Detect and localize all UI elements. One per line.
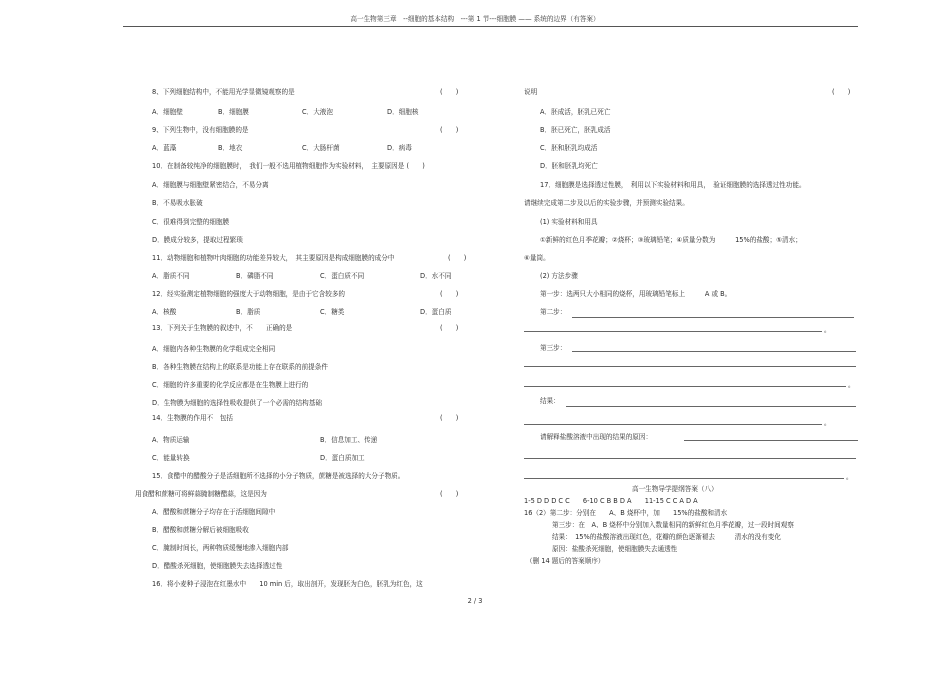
question-16-answer-blank: ( ): [832, 88, 851, 96]
question-13: 13．下列关于生物膜的叙述中，不 正确的是: [152, 324, 293, 332]
question-14: 14．生物膜的作用不 包括: [152, 414, 233, 422]
step-3-answer-line-1[interactable]: [572, 351, 856, 352]
q11-option-c: C．蛋白质不同: [320, 272, 365, 280]
question-14-answer-blank: ( ): [440, 414, 459, 422]
q15-option-c: C．腌制时间长，两种物质缓慢地渗入细胞内部: [152, 544, 289, 552]
question-9: 9、下列生物中，没有细胞膜的是: [152, 126, 249, 134]
question-16: 16．将小麦种子浸泡在红墨水中 10 min 后，取出剖开，发现胚为白色，胚乳为红色，这: [152, 580, 423, 588]
q13-option-a: A．细胞内各种生物膜的化学组成完全相同: [152, 345, 276, 353]
question-11: 11．动物细胞和植物叶肉细胞的功能差异较大， 其主要原因是构成细胞膜的成分中: [152, 254, 395, 262]
q17-materials-list: ①新鲜的红色月季花瓣；②烧杯；③玻璃铅笔；④质量分数为 15%的盐酸；⑤清水；: [540, 236, 802, 244]
explain-answer-line-3[interactable]: [524, 478, 844, 479]
q15-option-b: B．醋酸和蔗糖分解后被细胞吸收: [152, 526, 249, 534]
q17-step-2-label: 第二步：: [540, 308, 567, 316]
explain-answer-line-2[interactable]: [524, 458, 856, 459]
answers-title: 高一生物导学提纲答案（八）: [632, 485, 718, 493]
question-12-answer-blank: ( ): [440, 290, 459, 298]
q14-option-d: D．蛋白质加工: [320, 454, 365, 462]
question-15-cont: 用食醋和蔗糖可将鲜蒜腌制糖醋蒜，这是因为: [135, 490, 267, 498]
explain-period: 。: [846, 473, 853, 481]
question-8-answer-blank: ( ): [440, 88, 459, 96]
q17-explain-label: 请解释盐酸溶液中出现的结果的原因：: [540, 433, 653, 441]
q17-step-1: 第一步：选两只大小相同的烧杯，用玻璃铅笔标上 A 或 B。: [540, 290, 732, 298]
step-2-answer-line-1[interactable]: [572, 317, 854, 318]
q9-option-a: A．蓝藻: [152, 144, 177, 152]
q17-method-heading: (2) 方法步骤: [540, 272, 578, 280]
q8-option-a: A．细胞壁: [152, 108, 183, 116]
q12-option-b: B．脂质: [236, 308, 261, 316]
q17-result-label: 结果：: [540, 397, 560, 405]
answers-note: （删 14 题后的答案顺序）: [526, 557, 605, 565]
q17-materials-heading: (1) 实验材料和用具: [540, 218, 598, 226]
q13-option-b: B．各种生物膜在结构上的联系是功能上存在联系的前提条件: [152, 363, 328, 371]
question-15-answer-blank: ( ): [440, 490, 459, 498]
q10-option-d: D．膜成分较多，提取过程繁琐: [152, 236, 243, 244]
result-answer-line-2[interactable]: [524, 424, 822, 425]
q10-option-a: A．细胞膜与细胞壁紧密结合，不易分离: [152, 181, 269, 189]
answers-line-2: 16（2）第二步：分别在 A、B 烧杯中，加 15%的盐酸和清水: [524, 509, 728, 517]
q10-option-c: C．很难得到完整的细胞膜: [152, 218, 230, 226]
question-9-answer-blank: ( ): [440, 126, 459, 134]
q14-option-c: C．能量转换: [152, 454, 190, 462]
question-15: 15．食醋中的醋酸分子是活细胞所不选择的小分子物质，蔗糖是被选择的大分子物质。: [152, 472, 405, 480]
result-answer-line-1[interactable]: [566, 406, 856, 407]
q15-option-d: D．醋酸杀死细胞，使细胞膜失去选择透过性: [152, 562, 283, 570]
q8-option-b: B．细胞膜: [218, 108, 249, 116]
answers-line-4: 结果： 15%的盐酸溶液出现红色，花瓣的颜色逐渐褪去 清水的没有变化: [552, 533, 781, 541]
q11-option-b: B．磷脂不同: [236, 272, 274, 280]
q14-option-a: A．物质运输: [152, 436, 190, 444]
step-3-period: 。: [848, 381, 855, 389]
step-3-answer-line-3[interactable]: [524, 386, 846, 387]
q16-option-c: C．胚和胚乳均成活: [540, 144, 598, 152]
question-12: 12．经实验测定植物细胞的强度大于动物细胞，是由于它含较多的: [152, 290, 346, 298]
q16-option-b: B．胚已死亡，胚乳成活: [540, 126, 611, 134]
page-number: 2 / 3: [467, 597, 483, 605]
question-11-answer-blank: ( ): [448, 254, 467, 262]
q12-option-c: C．糖类: [320, 308, 345, 316]
q9-option-b: B．地衣: [218, 144, 243, 152]
result-period: 。: [824, 419, 831, 427]
page-header: 高一生物第三章 --细胞的基本结构 ---第 1 节---细胞膜 —— 系统的边界（有答案）: [350, 15, 600, 23]
q17-step-3-label: 第三步：: [540, 344, 567, 352]
answers-line-1: 1-5 D D D C C 6-10 C B B D A 11-15 C C A D A: [524, 497, 698, 505]
step-2-period: 。: [824, 326, 831, 334]
q14-option-b: B．信息加工、传递: [320, 436, 378, 444]
step-2-answer-line-2[interactable]: [524, 331, 822, 332]
answers-line-5: 原因：盐酸杀死细胞，使细胞膜失去通透性: [552, 545, 678, 553]
q8-option-d: D．细胞核: [387, 108, 419, 116]
q16-option-a: A．胚成活，胚乳已死亡: [540, 108, 611, 116]
question-16-cont: 说明: [524, 88, 538, 96]
q11-option-a: A．脂质不同: [152, 272, 190, 280]
question-8: 8、下列细胞结构中，不能用光学显微镜观察的是: [152, 88, 295, 96]
q9-option-c: C．大肠杆菌: [302, 144, 340, 152]
q13-option-c: C．细胞的许多重要的化学反应都是在生物膜上进行的: [152, 381, 309, 389]
question-13-answer-blank: ( ): [440, 324, 459, 332]
question-17-cont: 请继续完成第二步及以后的实验步骤，并预测实验结果。: [524, 199, 689, 207]
q16-option-d: D．胚和胚乳均死亡: [540, 162, 598, 170]
q17-materials-list-cont: ⑥量筒。: [524, 254, 550, 262]
explain-answer-line-1[interactable]: [684, 440, 858, 441]
q10-option-b: B．不易吸水胀破: [152, 199, 203, 207]
question-10: 10．在制备较纯净的细胞膜时， 我们一般不选用植物细胞作为实验材料， 主要原因是 ( ): [152, 162, 425, 170]
q12-option-a: A．核酸: [152, 308, 177, 316]
answers-line-3: 第三步：在 A、B 烧杯中分别加入数量相同的新鲜红色月季花瓣，过一段时间观察: [552, 521, 794, 529]
header-rule: [123, 26, 858, 27]
q12-option-d: D．蛋白质: [420, 308, 452, 316]
q9-option-d: D．病毒: [387, 144, 412, 152]
q8-option-c: C．大液泡: [302, 108, 333, 116]
q13-option-d: D．生物膜为细胞的选择性吸收提供了一个必需的结构基础: [152, 399, 322, 407]
q11-option-d: D．水不同: [420, 272, 452, 280]
question-17: 17．细胞膜是选择透过性膜， 利用以下实验材料和用具， 验证细胞膜的选择透过性功能。: [540, 181, 806, 189]
q15-option-a: A．醋酸和蔗糖分子均存在于活细胞间隙中: [152, 508, 276, 516]
step-3-answer-line-2[interactable]: [524, 366, 856, 367]
